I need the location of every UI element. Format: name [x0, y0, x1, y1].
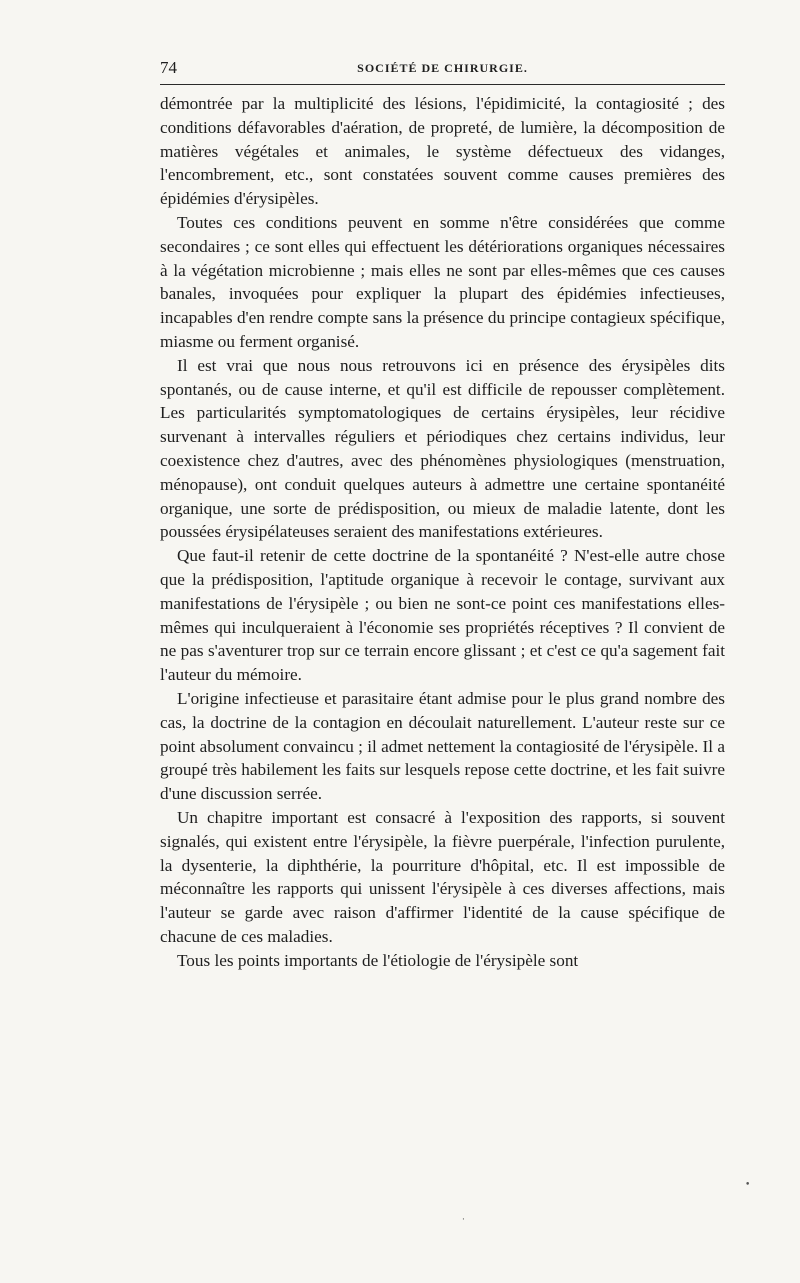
- paper-speck: •: [745, 1180, 751, 1190]
- paragraph-1: démontrée par la multiplicité des lésions, l'épidimicité, la contagiosité ; des conditions défavorables d'aération, de propreté, de lumière, la décomposition de matières végétales et animales, le système défectueux des vidanges, l'encombrement, etc., sont constatées souvent comme causes premières des épidémies d'érysipèles.: [160, 94, 725, 209]
- running-head: [160, 54, 725, 85]
- paper-speck: ·: [462, 1215, 465, 1225]
- paragraph-6: Un chapitre important est consacré à l'exposition des rapports, si souvent signalés, qui existent entre l'érysipèle, la fièvre puerpérale, l'infection purulente, la dysenterie, la diphthérie, la pourriture d'hôpital, etc. Il est impossible de méconnaître les rapports qui unissent l'érysipèle à ces diverses affections, mais l'auteur se garde avec raison d'affirmer l'identité de la cause spécifique de chacune de ces maladies.: [160, 807, 725, 946]
- paragraph-5: L'origine infectieuse et parasitaire étant admise pour le plus grand nombre des cas, la doctrine de la contagion en découlait naturellement. L'auteur reste sur ce point absolument convaincu ; il admet nettement la contagiosité de l'érysipèle. Il a groupé très habilement les faits sur lesquels repose cette doctrine, et les fait suivre d'une discussion serrée.: [160, 688, 725, 804]
- paragraph-4: Que faut-il retenir de cette doctrine de la spontanéité ? N'est-elle autre chose que la prédisposition, l'aptitude organique à recevoir le contage, survivant aux manifestations de l'érysipèle ; ou bien ne sont-ce point ces manifestations elles-mêmes qui inculqueraient à l'économie ses propriétés réceptives ? Il convient de ne pas s'aventurer trop sur ce terrain encore glissant ; et c'est ce qu'a sagement fait l'auteur du mémoire.: [160, 546, 725, 685]
- paragraph-3: Il est vrai que nous nous retrouvons ici en présence des érysipèles dits spontanés, ou de cause interne, et qu'il est difficile de repousser complètement. Les particularités symptomatologiques de certains érysipèles, leur récidive survenant à intervalles réguliers et périodiques chez certains individus, leur coexistence chez d'autres, avec des phénomènes physiologiques (menstruation, ménopause), ont conduit quelques auteurs à admettre une certaine spontanéité organique, une sorte de prédisposition, ou mieux de maladie latente, dont les poussées érysipélateuses seraient des manifestations extérieures.: [160, 355, 725, 542]
- paragraph-7: Tous les points importants de l'étiologie de l'érysipèle sont: [177, 950, 579, 970]
- body-text: [160, 92, 725, 972]
- page-number: 74: [160, 58, 177, 77]
- paragraph-2: Toutes ces conditions peuvent en somme n'être considérées que comme secondaires ; ce sont elles qui effectuent les détériorations organiques nécessaires à la végétation microbienne ; mais elles ne sont par elles-mêmes que ces causes banales, invoquées pour expliquer la plupart des épidémies infectieuses, incapables d'en rendre compte sans la présence du principe contagieux spécifique, miasme ou ferment organisé.: [160, 212, 725, 351]
- journal-title: SOCIÉTÉ DE CHIRURGIE.: [357, 61, 528, 75]
